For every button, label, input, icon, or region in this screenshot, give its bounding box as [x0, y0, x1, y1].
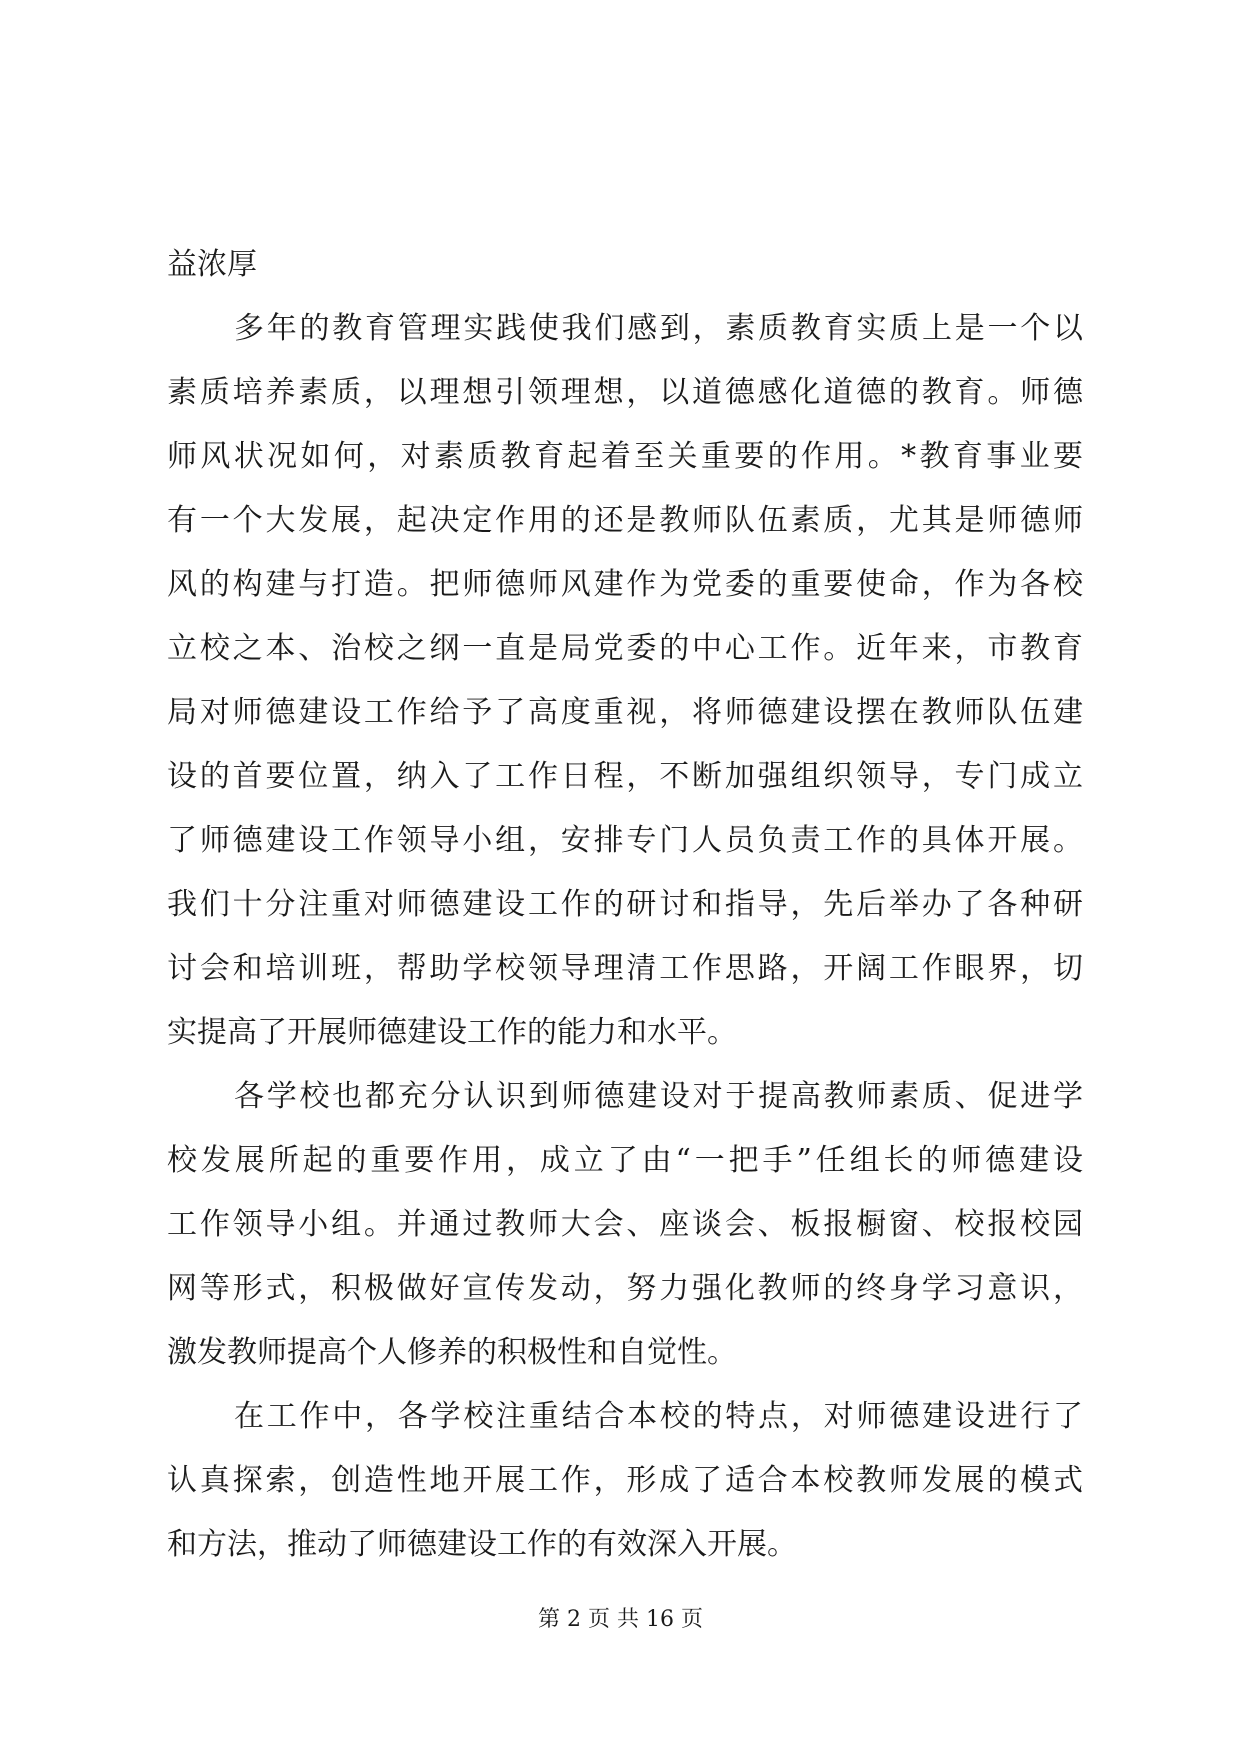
text-line: 在工作中，各学校注重结合本校的特点，对师德建设进行了	[234, 1399, 1083, 1434]
text-line: 局对师德建设工作给予了高度重视，将师德建设摆在教师队伍建	[167, 695, 1083, 730]
text-line: 认真探索，创造性地开展工作，形成了适合本校教师发展的模式	[167, 1463, 1083, 1498]
text-line: 各学校也都充分认识到师德建设对于提高教师素质、促进学	[234, 1079, 1083, 1114]
text-line: 我们十分注重对师德建设工作的研讨和指导，先后举办了各种研	[167, 887, 1083, 922]
text-line: 多年的教育管理实践使我们感到，素质教育实质上是一个以	[234, 311, 1083, 346]
text-line: 风的构建与打造。把师德师风建作为党委的重要使命，作为各校	[167, 567, 1083, 602]
text-line: 设的首要位置，纳入了工作日程，不断加强组织领导，专门成立	[167, 759, 1083, 794]
text-line: 有一个大发展，起决定作用的还是教师队伍素质，尤其是师德师	[167, 503, 1083, 538]
text-line: 校发展所起的重要作用，成立了由“一把手”任组长的师德建设	[167, 1143, 1083, 1178]
text-line: 师风状况如何，对素质教育起着至关重要的作用。*教育事业要	[167, 439, 1083, 474]
text-line: 素质培养素质，以理想引领理想，以道德感化道德的教育。师德	[167, 375, 1083, 410]
text-line: 和方法，推动了师德建设工作的有效深入开展。	[167, 1527, 797, 1562]
text-line: 了师德建设工作领导小组，安排专门人员负责工作的具体开展。	[167, 823, 1083, 858]
text-line: 实提高了开展师德建设工作的能力和水平。	[167, 1015, 737, 1050]
page-footer: 第 2 页 共 16 页	[538, 1607, 703, 1632]
document-body	[167, 233, 1083, 1577]
text-line: 工作领导小组。并通过教师大会、座谈会、板报橱窗、校报校园	[167, 1207, 1083, 1242]
text-line: 网等形式，积极做好宣传发动，努力强化教师的终身学习意识，	[167, 1271, 1083, 1306]
text-line: 益浓厚	[167, 247, 257, 282]
text-line: 讨会和培训班，帮助学校领导理清工作思路，开阔工作眼界，切	[167, 951, 1083, 986]
text-line: 立校之本、治校之纲一直是局党委的中心工作。近年来，市教育	[167, 631, 1083, 666]
text-line: 激发教师提高个人修养的积极性和自觉性。	[167, 1335, 737, 1370]
